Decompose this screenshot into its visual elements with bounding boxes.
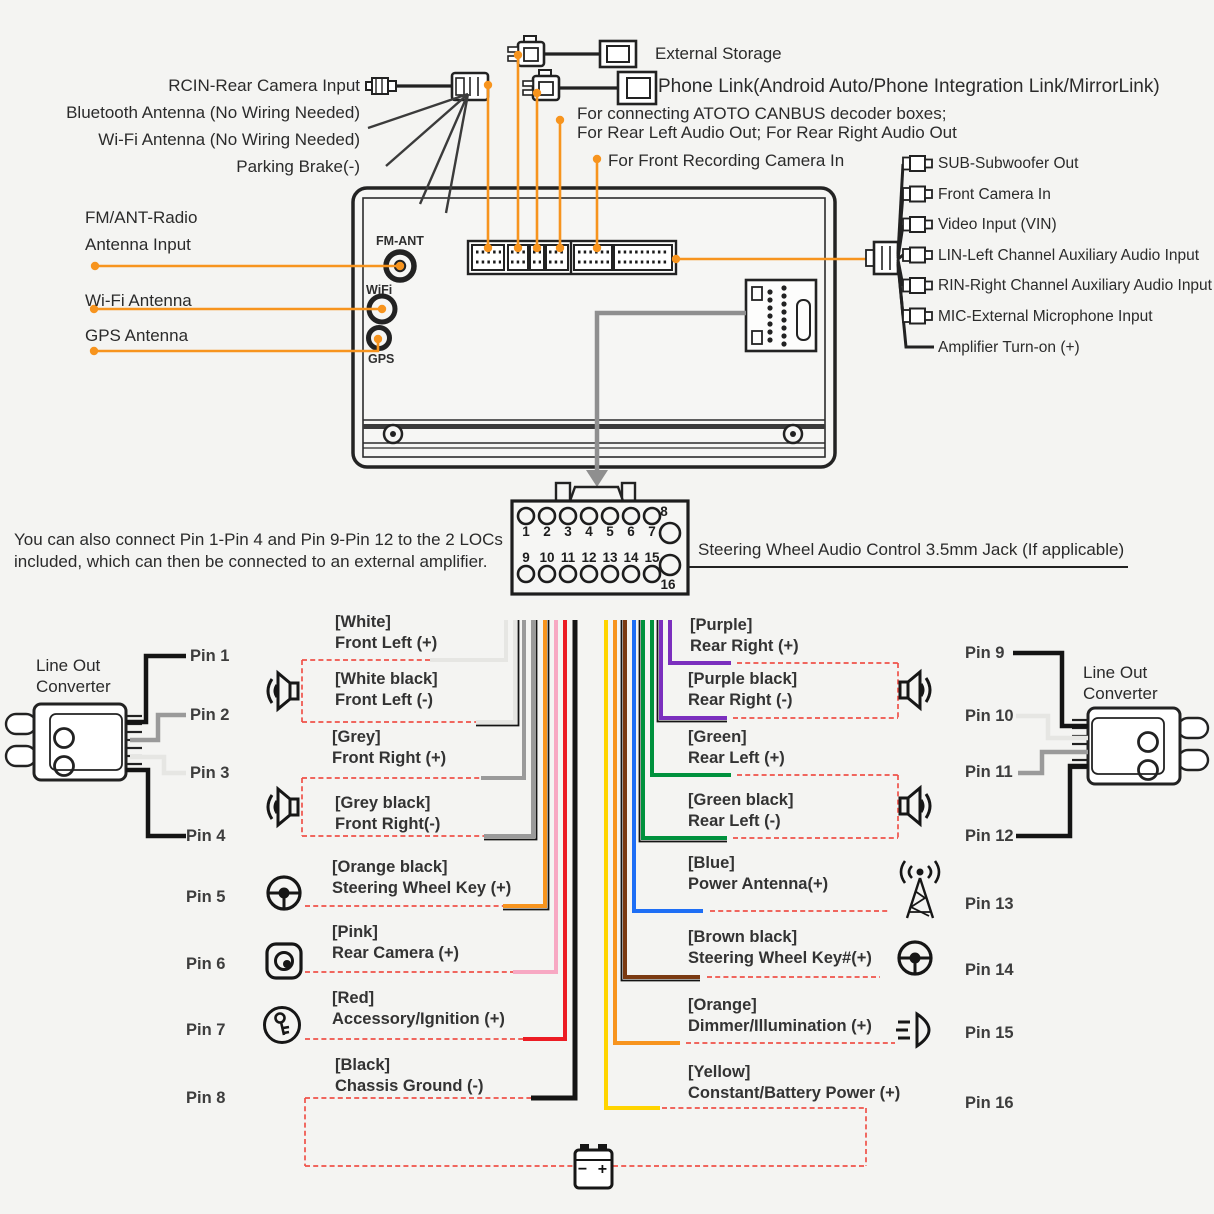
- output-rin-label: RIN-Right Channel Auxiliary Audio Input: [938, 277, 1212, 294]
- wire-label-orange-black: [Orange black] Steering Wheel Key (+): [332, 858, 512, 897]
- front-camera-label: For Front Recording Camera In: [608, 151, 845, 170]
- output-mic-label: MIC-External Microphone Input: [938, 308, 1153, 325]
- pin-4-label: Pin 4: [186, 827, 226, 845]
- wire-label-red: [Red] Accessory/Ignition (+): [332, 989, 505, 1028]
- pin-number: 16: [660, 577, 676, 592]
- fm-ant-label-line1: FM/ANT-Radio: [85, 208, 198, 227]
- dimmer-icon: [896, 1014, 929, 1046]
- screw-icon: [784, 425, 802, 443]
- pin-number: 11: [560, 550, 576, 565]
- pin-number: 7: [648, 524, 656, 539]
- pin-7-label: Pin 7: [186, 1021, 226, 1039]
- output-video-input-label: Video Input (VIN): [938, 216, 1057, 233]
- canbus-label-line1: For connecting ATOTO CANBUS decoder boxes;: [577, 104, 947, 123]
- speaker-icon: [268, 789, 298, 825]
- rcin-cable: [366, 73, 488, 100]
- ignition-icon: [265, 1008, 300, 1043]
- main-connector-block: [468, 241, 676, 274]
- note-line1: You can also connect Pin 1-Pin 4 and Pin 9-Pin 12 to the 2 LOCs: [14, 530, 503, 549]
- external-storage-cable: [508, 36, 636, 67]
- loc-left-label-line1: Line Out: [36, 656, 101, 675]
- loc-right-label-line2: Converter: [1083, 684, 1158, 703]
- pin-number: 2: [543, 524, 551, 539]
- pin-number: 4: [585, 524, 593, 539]
- antenna-icon: [901, 861, 939, 918]
- wire-label-white: [White] Front Left (+): [335, 613, 438, 652]
- pin-number: 13: [602, 550, 618, 565]
- wire-label-purple-black: [Purple black] Rear Right (-): [688, 670, 798, 709]
- parking-brake-label: Parking Brake(-): [236, 157, 360, 176]
- steering-wheel-icon: [268, 877, 300, 909]
- pin-number: 3: [564, 524, 572, 539]
- loc-left-label-line2: Converter: [36, 677, 111, 696]
- canbus-label-line2: For Rear Left Audio Out; For Rear Right Audio Out: [577, 123, 957, 142]
- pin-15-label: Pin 15: [965, 1024, 1014, 1042]
- speaker-icon: [268, 673, 298, 709]
- pin-number: 6: [627, 524, 635, 539]
- line-out-converter-right: [1072, 708, 1208, 784]
- wire-label-purple: [Purple] Rear Right (+): [690, 616, 799, 655]
- pin-3-label: Pin 3: [190, 764, 230, 782]
- wifi-antenna-top-label: Wi-Fi Antenna (No Wiring Needed): [98, 130, 360, 149]
- wire-label-orange: [Orange] Dimmer/Illumination (+): [688, 996, 872, 1035]
- pin-1-label: Pin 1: [190, 647, 230, 665]
- bluetooth-antenna-label: Bluetooth Antenna (No Wiring Needed): [66, 103, 360, 122]
- wire-label-brown-black: [Brown black] Steering Wheel Key#(+): [688, 928, 872, 967]
- pin-number: 1: [522, 524, 530, 539]
- gps-jack-label: GPS: [368, 352, 395, 366]
- pin-16-label: Pin 16: [965, 1094, 1014, 1112]
- external-storage-label: External Storage: [655, 44, 782, 63]
- wire-label-grey-black: [Grey black] Front Right(-): [335, 794, 441, 833]
- wire-label-black: [Black] Chassis Ground (-): [335, 1056, 484, 1095]
- wifi-antenna-label: Wi-Fi Antenna: [85, 291, 192, 310]
- rcin-label: RCIN-Rear Camera Input: [168, 76, 360, 95]
- pin-9-label: Pin 9: [965, 644, 1005, 662]
- wire-label-green-black: [Green black] Rear Left (-): [688, 791, 794, 830]
- pin-8-label: Pin 8: [186, 1089, 226, 1107]
- line-out-converter-left-wires: [126, 656, 186, 836]
- output-front-camera-label: Front Camera In: [938, 186, 1051, 203]
- gps-antenna-label: GPS Antenna: [85, 326, 189, 345]
- rear-camera-icon: [267, 944, 301, 978]
- pin-14-label: Pin 14: [965, 961, 1014, 979]
- steering-wheel-icon: [899, 942, 931, 974]
- phone-link-label: Phone Link(Android Auto/Phone Integration Link/MirrorLink): [658, 76, 1160, 97]
- speaker-icon: [900, 788, 930, 824]
- pin-number: 14: [623, 550, 639, 565]
- output-subwoofer-label: SUB-Subwoofer Out: [938, 155, 1079, 172]
- pin-number: 8: [660, 504, 668, 519]
- pin-number: 9: [522, 550, 530, 565]
- pin-13-label: Pin 13: [965, 895, 1014, 913]
- pin-number: 10: [539, 550, 555, 565]
- pin-5-label: Pin 5: [186, 888, 226, 906]
- rca-plug-icons: [903, 156, 932, 324]
- pin-2-label: Pin 2: [190, 706, 230, 724]
- speaker-icon: [900, 672, 930, 708]
- head-unit: [353, 188, 835, 467]
- output-lin-label: LIN-Left Channel Auxiliary Audio Input: [938, 247, 1200, 264]
- pin-number: 12: [581, 550, 597, 565]
- fm-ant-jack-label: FM-ANT: [376, 234, 424, 248]
- pin-12-label: Pin 12: [965, 827, 1014, 845]
- wire-label-green: [Green] Rear Left (+): [688, 728, 785, 767]
- harness-header-connector: [746, 280, 816, 351]
- wire-label-blue: [Blue] Power Antenna(+): [688, 854, 829, 893]
- pin-11-label: Pin 11: [965, 763, 1013, 781]
- phone-link-cable: [523, 70, 656, 104]
- wire-label-grey: [Grey] Front Right (+): [332, 728, 447, 767]
- screw-icon: [384, 425, 402, 443]
- wire-label-yellow: [Yellow] Constant/Battery Power (+): [688, 1063, 901, 1102]
- wifi-jack-label: WiFi: [366, 283, 393, 297]
- output-amplifier-label: Amplifier Turn-on (+): [938, 339, 1080, 356]
- wire-label-pink: [Pink] Rear Camera (+): [332, 923, 460, 962]
- line-out-converter-left: [6, 704, 142, 780]
- pin-10-label: Pin 10: [965, 707, 1014, 725]
- battery-terminals-label: − +: [577, 1161, 611, 1178]
- note-line2: included, which can then be connected to an external amplifier.: [14, 552, 488, 571]
- pin-number: 15: [644, 550, 660, 565]
- pin-6-label: Pin 6: [186, 955, 226, 973]
- wire-label-white-black: [White black] Front Left (-): [335, 670, 438, 709]
- steering-jack-label: Steering Wheel Audio Control 3.5mm Jack (If applicable): [698, 540, 1125, 559]
- loc-right-label-line1: Line Out: [1083, 663, 1148, 682]
- fm-ant-label-line2: Antenna Input: [85, 235, 191, 254]
- pin-number: 5: [606, 524, 614, 539]
